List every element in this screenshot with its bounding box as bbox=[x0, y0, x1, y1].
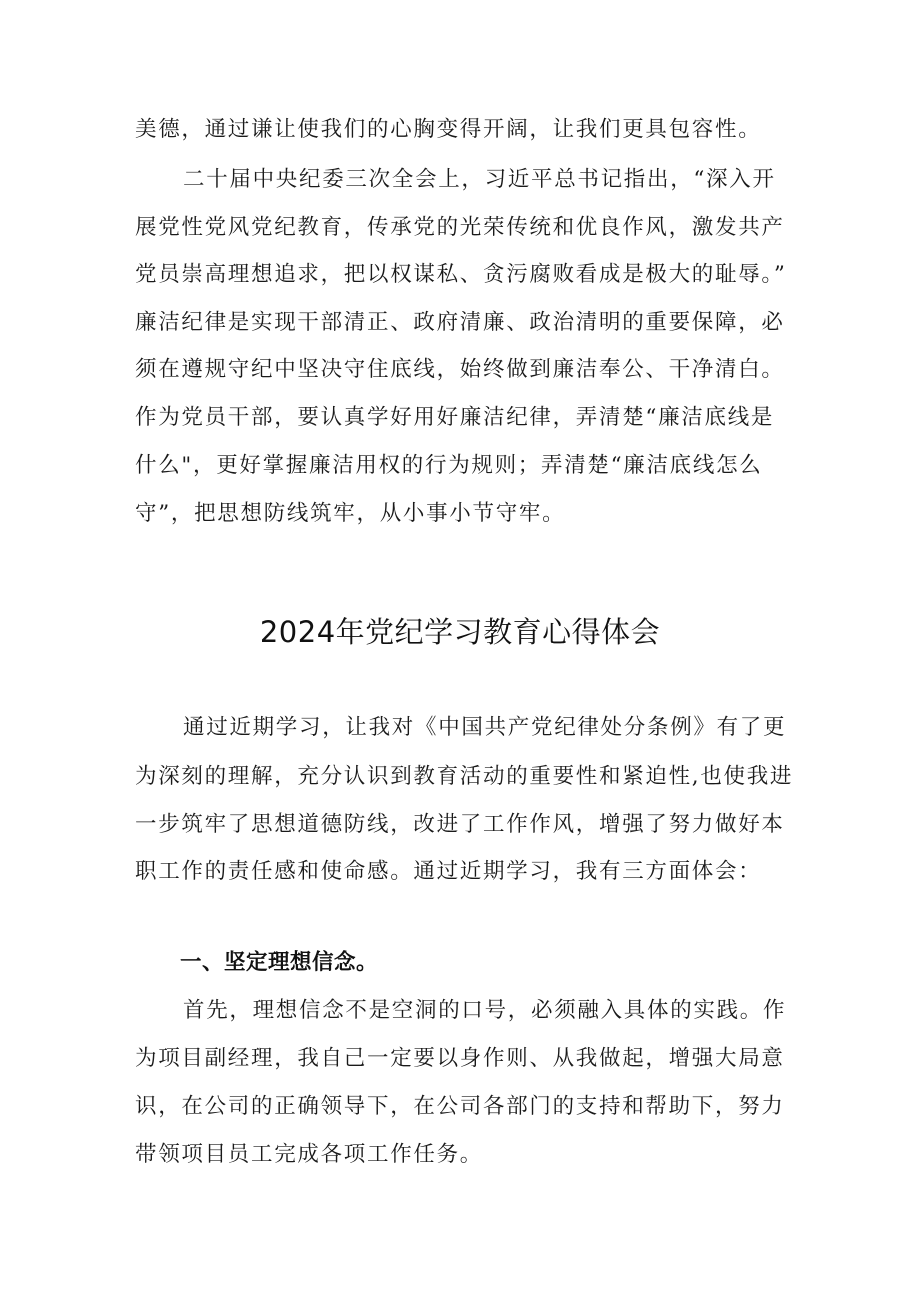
intro-line-2: 二十届中央纪委三次全会上，习近平总书记指出，“深入开 bbox=[183, 167, 776, 192]
intro-line-1: 美德，通过谦让使我们的心胸变得开阔，让我们更具包容性。 bbox=[135, 117, 762, 142]
para2-line-3: 识，在公司的正确领导下，在公司各部门的支持和帮助下，努力 bbox=[135, 1094, 785, 1119]
intro-line-9: 守”，把思想防线筑牢，从小事小节守牢。 bbox=[135, 501, 566, 526]
intro-line-5: 廉洁纪律是实现干部清正、政府清廉、政治清明的重要保障，必 bbox=[135, 310, 785, 335]
document-title: 2024年党纪学习教育心得体会 bbox=[259, 615, 661, 649]
para2-line-4: 带领项目员工完成各项工作任务。 bbox=[135, 1142, 484, 1167]
para1-line-3: 一步筑牢了思想道德防线，改进了工作作风，增强了努力做好本 bbox=[135, 812, 785, 837]
para2-line-1: 首先，理想信念不是空洞的口号，必须融入具体的实践。作 bbox=[183, 998, 787, 1023]
intro-line-3: 展党性党风党纪教育，传承党的光荣传统和优良作风，激发共产 bbox=[135, 215, 785, 240]
intro-line-8: 什么"，更好掌握廉洁用权的行为规则；弄清楚“廉洁底线怎么 bbox=[135, 453, 763, 478]
para2-line-2: 为项目副经理，我自己一定要以身作则、从我做起，增强大局意 bbox=[135, 1046, 785, 1071]
intro-line-6: 须在遵规守纪中坚决守住底线，始终做到廉洁奉公、干净清白。 bbox=[135, 357, 785, 382]
section-heading: 一、坚定理想信念。 bbox=[180, 950, 379, 975]
intro-line-7: 作为党员干部，要认真学好用好廉洁纪律，弄清楚“廉洁底线是 bbox=[135, 405, 775, 430]
para1-line-4: 职工作的责任感和使命感。通过近期学习，我有三方面体会： bbox=[135, 859, 762, 884]
para1-line-2: 为深刻的理解，充分认识到教育活动的重要性和紧迫性,也使我进 bbox=[135, 764, 794, 789]
intro-line-4: 党员崇高理想追求，把以权谋私、贪污腐败看成是极大的耻辱。” bbox=[135, 262, 787, 287]
para1-line-1: 通过近期学习，让我对《中国共产党纪律处分条例》有了更 bbox=[183, 715, 787, 740]
